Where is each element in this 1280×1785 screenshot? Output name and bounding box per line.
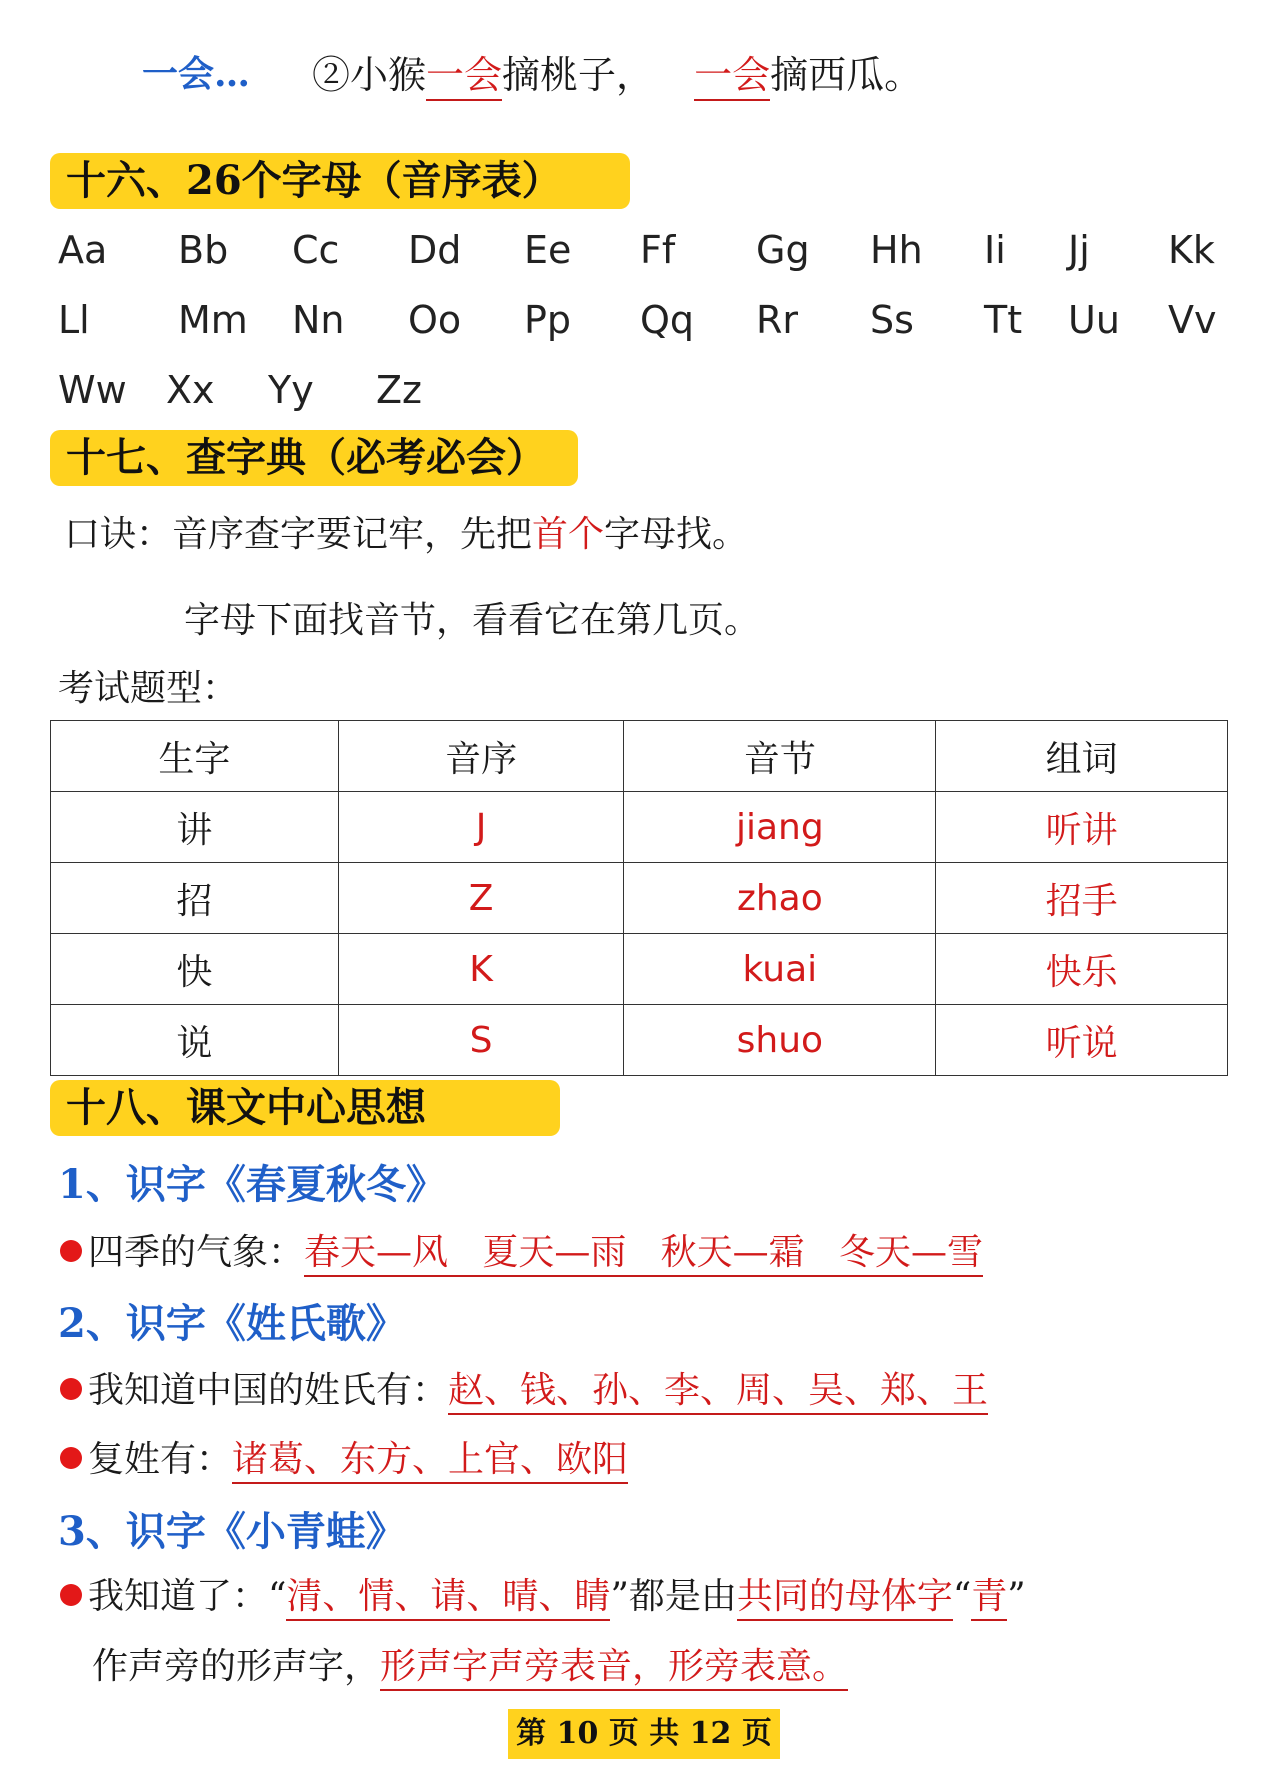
letter-pair: Jj [1068, 228, 1090, 272]
top-answer-2: 一会 [694, 53, 770, 101]
rhyme-line-1 [64, 506, 748, 557]
table-cell-word: 听讲 [936, 792, 1228, 863]
lesson-2a-label: 我知道中国的姓氏有： [88, 1370, 449, 1411]
letter-pair: Rr [756, 298, 799, 342]
section-18-heading: 十八、课文中心思想 [50, 1080, 560, 1136]
lesson-2-line-b [60, 1431, 628, 1482]
letter-pair: Aa [58, 228, 108, 272]
letter-pair: Xx [166, 368, 215, 412]
table-cell-word: 听说 [936, 1005, 1228, 1076]
table-header: 音节 [624, 721, 936, 792]
section-17-heading: 十七、查字典（必考必会） [50, 430, 578, 486]
lesson-3-title: 3、识字《小青蛙》 [58, 1508, 406, 1555]
lesson-3-line2-answer: 形声字声旁表音，形旁表意。 [380, 1646, 848, 1691]
circle-number: ② [312, 53, 351, 97]
quote-open: “ [268, 1576, 287, 1617]
letter-pair: Ff [640, 228, 676, 272]
table-cell-initial: J [338, 792, 624, 863]
bullet-icon [60, 1378, 82, 1400]
lesson-3-label: 我知道了： [88, 1576, 269, 1617]
table-header: 音序 [338, 721, 624, 792]
table-cell-char: 招 [51, 863, 339, 934]
letter-pair: Bb [178, 228, 229, 272]
table-cell-pinyin: zhao [624, 863, 936, 934]
table-cell-pinyin: shuo [624, 1005, 936, 1076]
lesson-3-line2-text: 作声旁的形声字， [92, 1646, 381, 1687]
letter-pair: Cc [292, 228, 340, 272]
table-cell-initial: Z [338, 863, 624, 934]
table-cell-char: 讲 [51, 792, 339, 863]
top-text-1: 小猴 [350, 53, 427, 97]
lesson-1-line [60, 1224, 983, 1275]
table-row [51, 1005, 1228, 1076]
top-text-2: 摘桃子， [502, 53, 655, 97]
letter-pair: Ww [58, 368, 127, 412]
quote-close: ” [610, 1576, 629, 1617]
letter-pair: Ll [58, 298, 90, 342]
dictionary-table [50, 720, 1228, 1076]
table-cell-initial: K [338, 934, 624, 1005]
letter-pair: Nn [292, 298, 345, 342]
letter-pair: Qq [640, 298, 695, 342]
page-footer: 第 10 页 共 12 页 [508, 1709, 780, 1759]
letter-pair: Ii [984, 228, 1006, 272]
rhyme-text-1: 音序查字要记牢，先把 [172, 514, 533, 555]
table-cell-char: 快 [51, 934, 339, 1005]
rhyme-text-2: 字母找。 [604, 514, 749, 555]
lesson-3-answer-3: 青 [971, 1576, 1007, 1621]
bullet-icon [60, 1447, 82, 1469]
section-16-heading: 十六、26个字母（音序表） [50, 153, 630, 209]
lesson-3-answer-1: 清、情、请、晴、睛 [286, 1576, 610, 1621]
top-left-label: 一会… [142, 53, 251, 95]
letter-pair: Dd [408, 228, 462, 272]
letter-pair: Hh [870, 228, 923, 272]
lesson-2-line-a [60, 1362, 988, 1413]
letter-pair: Tt [984, 298, 1023, 342]
letter-pair: Oo [408, 298, 462, 342]
lesson-2b-label: 复姓有： [88, 1439, 233, 1480]
table-cell-char: 说 [51, 1005, 339, 1076]
table-cell-pinyin: kuai [624, 934, 936, 1005]
letter-pair: Ee [524, 228, 572, 272]
letter-pair: Zz [376, 368, 422, 412]
lesson-2b-answer: 诸葛、东方、上官、欧阳 [232, 1439, 628, 1484]
lesson-1-answer: 春天—风 夏天—雨 秋天—霜 冬天—雪 [304, 1232, 983, 1277]
letter-pair: Uu [1068, 298, 1120, 342]
table-header-row [51, 721, 1228, 792]
table-row [51, 863, 1228, 934]
lesson-3-answer-2: 共同的母体字 [737, 1576, 953, 1621]
lesson-2-title: 2、识字《姓氏歌》 [58, 1300, 406, 1347]
table-cell-word: 快乐 [936, 934, 1228, 1005]
letter-pair: Kk [1168, 228, 1215, 272]
lesson-3-line-2 [92, 1638, 848, 1689]
bullet-icon [60, 1240, 82, 1262]
letter-pair: Gg [756, 228, 810, 272]
bullet-icon [60, 1584, 82, 1606]
lesson-3-line-1 [60, 1568, 1026, 1619]
table-header: 生字 [51, 721, 339, 792]
letter-pair: Vv [1168, 298, 1217, 342]
quote-open: “ [952, 1576, 972, 1617]
table-cell-word: 招手 [936, 863, 1228, 934]
top-sentence [312, 44, 922, 99]
top-text-3: 摘西瓜。 [770, 53, 923, 97]
rhyme-line-2: 字母下面找音节，看看它在第几页。 [184, 600, 761, 641]
table-cell-pinyin: jiang [624, 792, 936, 863]
rhyme-label: 口诀： [64, 514, 173, 555]
exam-label: 考试题型： [58, 668, 239, 709]
top-answer-1: 一会 [426, 53, 502, 101]
rhyme-highlight: 首个 [532, 514, 605, 555]
table-row [51, 792, 1228, 863]
letter-pair: Pp [524, 298, 572, 342]
letter-pair: Mm [178, 298, 248, 342]
letter-pair: Ss [870, 298, 914, 342]
table-header: 组词 [936, 721, 1228, 792]
quote-close: ” [1007, 1576, 1026, 1617]
lesson-3-mid: 都是由 [628, 1576, 737, 1617]
lesson-1-title: 1、识字《春夏秋冬》 [58, 1161, 446, 1208]
lesson-1-label: 四季的气象： [88, 1232, 305, 1273]
table-cell-initial: S [338, 1005, 624, 1076]
letter-pair: Yy [268, 368, 314, 412]
lesson-2a-answer: 赵、钱、孙、李、周、吴、郑、王 [448, 1370, 988, 1415]
table-row [51, 934, 1228, 1005]
